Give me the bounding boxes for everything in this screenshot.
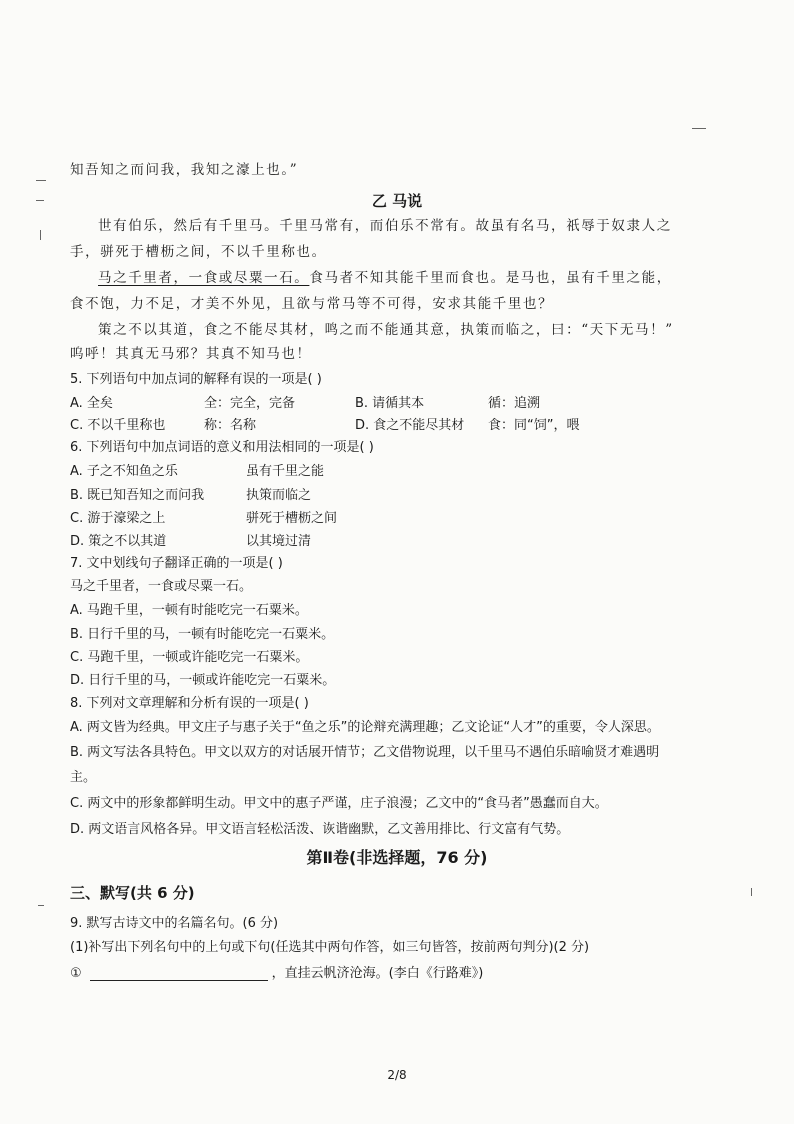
scan-mark [38, 905, 44, 906]
q5-option-c: C. 不以千里称也 [70, 418, 166, 433]
q7-stem: 7. 文中划线句子翻译正确的一项是( ) [70, 556, 283, 571]
scan-mark [40, 230, 41, 240]
q7-quoted-sentence: 马之千里者，一食或尽粟一石。 [70, 579, 253, 594]
q9-item-1 [70, 962, 483, 981]
yi-paragraph-1a: 世有伯乐，然后有千里马。千里马常有，而伯乐不常有。故虽有名马，祇辱于奴隶人之 [98, 218, 672, 234]
q7-option-c: C. 马跑千里，一顿或许能吃完一石粟米。 [70, 650, 309, 665]
answer-blank[interactable] [90, 968, 268, 981]
q6-option-d-compare: 以其境过清 [246, 534, 312, 549]
q7-option-d: D. 日行千里的马，一顿或许能吃完一石粟米。 [70, 673, 336, 688]
scan-mark [751, 888, 752, 896]
q6-option-d: D. 策之不以其道 [70, 534, 167, 549]
q5-stem: 5. 下列语句中加点词的解释有误的一项是( ) [70, 372, 322, 387]
yi-passage-title: 乙 马说 [371, 192, 423, 210]
q8-option-b-continued: 主。 [70, 770, 97, 785]
underlined-sentence: 马之千里者，一食或尽粟一石。 [98, 270, 310, 286]
scan-mark [692, 128, 706, 129]
q5-option-b-explanation: 循：追溯 [488, 396, 541, 411]
item-number: ① [70, 966, 82, 981]
q6-option-a-compare: 虽有千里之能 [246, 464, 325, 479]
q7-option-a: A. 马跑千里，一顿有时能吃完一石粟米。 [70, 603, 308, 618]
q6-option-b-compare: 执策而临之 [246, 488, 312, 503]
q5-option-a: A. 全矣 [70, 396, 113, 411]
q6-option-c: C. 游于濠梁之上 [70, 511, 166, 526]
yi-paragraph-2a: 马之千里者，一食或尽粟一石。食马者不知其能千里而食也。是马也，虽有千里之能， [98, 270, 672, 286]
yi-paragraph-1b: 手，骈死于槽枥之间，不以千里称也。 [70, 244, 327, 260]
q5-option-a-explanation: 全：完全，完备 [204, 396, 296, 411]
q5-option-d: D. 食之不能尽其材 [355, 418, 465, 433]
scan-mark [36, 180, 46, 181]
q5-option-d-explanation: 食：同“饲”，喂 [488, 418, 580, 433]
yi-paragraph-3a: 策之不以其道，食之不能尽其材，鸣之而不能通其意，执策而临之，曰：“天下无马！” [98, 322, 674, 338]
q9-part-1-instructions: (1)补写出下列名句中的上句或下句(任选其中两句作答，如三句皆答，按前两句判分)(2 分) [70, 940, 590, 955]
item-1-text: ，直挂云帆济沧海。(李白《行路难》) [271, 966, 484, 981]
q6-stem: 6. 下列语句中加点词语的意义和用法相同的一项是( ) [70, 440, 374, 455]
q8-option-b: B. 两文写法各具特色。甲文以双方的对话展开情节；乙文借物说理，以千里马不遇伯乐暗喻贤才难遇明 [70, 745, 660, 760]
q8-stem: 8. 下列对文章理解和分析有误的一项是( ) [70, 696, 309, 711]
q6-option-a: A. 子之不知鱼之乐 [70, 464, 178, 479]
q5-option-b: B. 请循其本 [355, 396, 425, 411]
q6-option-c-compare: 骈死于槽枥之间 [246, 511, 338, 526]
q8-option-a: A. 两文皆为经典。甲文庄子与惠子关于“鱼之乐”的论辩充满理趣；乙文论证“人才”的重要，令人深思。 [70, 720, 660, 735]
q8-option-d: D. 两文语言风格各异。甲文语言轻松活泼、诙谐幽默，乙文善用排比、行文富有气势。 [70, 822, 570, 837]
q9-stem: 9. 默写古诗文中的名篇名句。(6 分) [70, 916, 279, 931]
section-2-title: 第Ⅱ卷(非选择题，76 分) [306, 848, 488, 867]
q8-option-c: C. 两文中的形象都鲜明生动。甲文中的惠子严谨，庄子浪漫；乙文中的“食马者”愚蠢而自大。 [70, 796, 608, 811]
jia-passage-tail: 知吾知之而问我，我知之濠上也。” [70, 162, 299, 178]
yi-paragraph-3b: 呜呼！其真无马邪？其真不知马也！ [70, 346, 312, 362]
yi-paragraph-2b: 食不饱，力不足，才美不外见，且欲与常马等不可得，安求其能千里也？ [70, 296, 554, 312]
page-number: 2/8 [387, 1068, 407, 1082]
q7-option-b: B. 日行千里的马，一顿有时能吃完一石粟米。 [70, 627, 335, 642]
q6-option-b: B. 既已知吾知之而问我 [70, 488, 205, 503]
part-3-title: 三、默写(共 6 分) [70, 884, 195, 902]
q5-option-c-explanation: 称：名称 [204, 418, 257, 433]
